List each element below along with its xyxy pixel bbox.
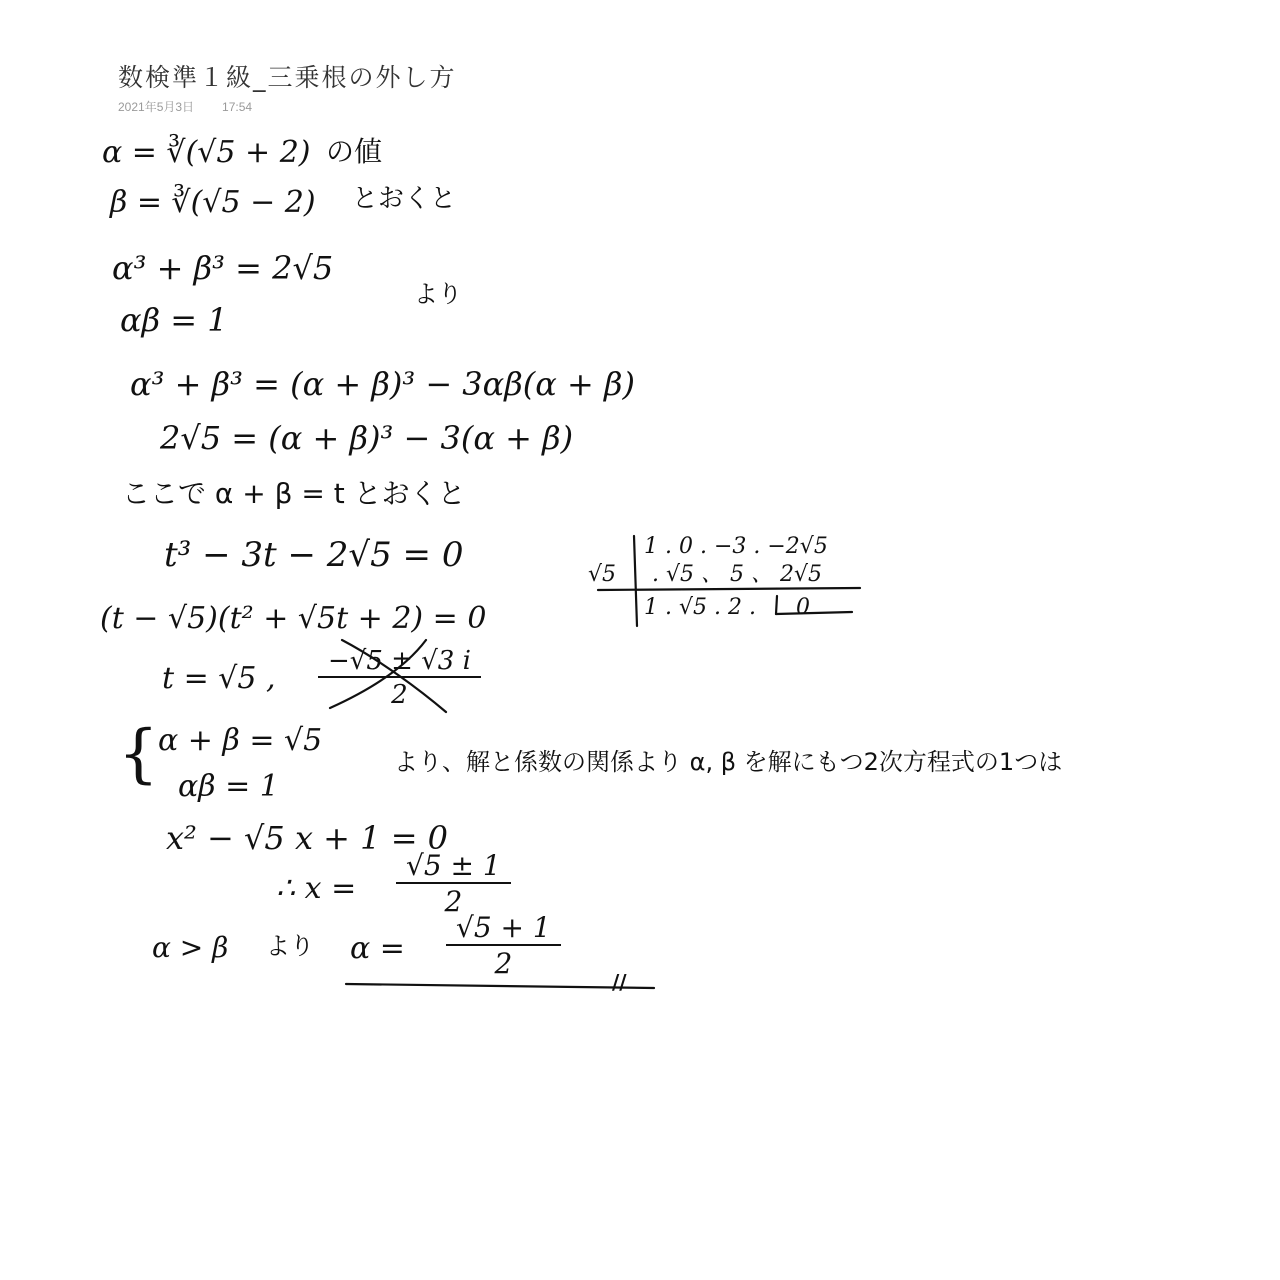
equation-alpha-definition: α = ∛(√5 + 2): [102, 135, 311, 170]
synthetic-division-row-products: . √5 、 5 、 2√5: [652, 562, 822, 587]
note-from-these: より: [414, 280, 462, 308]
complex-solution-numerator: −√5 ± √3 i: [318, 648, 481, 678]
equation-alpha-result-fraction: [446, 911, 561, 980]
equation-beta-definition: β = ∛(√5 − 2): [110, 185, 316, 220]
equation-substituted: 2√5 = (α + β)³ − 3(α + β): [160, 419, 574, 457]
note-title: 数検準１級_三乗根の外し方: [118, 63, 457, 92]
equation-cubic-in-t: t³ − 3t − 2√5 = 0: [164, 535, 464, 575]
note-vieta-relation: より、解と係数の関係より α, β を解にもつ2次方程式の1つは: [394, 748, 1063, 776]
division-horizontal-rule: [598, 588, 860, 590]
note-therefore: より: [266, 932, 314, 960]
synthetic-division-divisor: √5: [588, 562, 617, 587]
alpha-result-numerator: √5 + 1: [446, 914, 561, 946]
system-equation-product: αβ = 1: [178, 769, 279, 804]
synthetic-division-remainder: 0: [796, 595, 810, 620]
note-substitution-t: ここで α + β = t とおくと: [122, 477, 466, 510]
system-equation-sum: α + β = √5: [158, 723, 323, 758]
note-date: 2021年5月3日: [118, 100, 195, 114]
end-mark: //: [612, 970, 627, 994]
note-value-of: の値: [326, 135, 383, 168]
equation-product: αβ = 1: [120, 301, 228, 339]
system-brace: {: [118, 717, 159, 791]
rejected-complex-solution: [318, 648, 481, 708]
remainder-underline: [776, 612, 852, 614]
equation-x-solution-lhs: ∴ x =: [276, 871, 357, 906]
x-solution-numerator: √5 ± 1: [396, 852, 511, 884]
division-vertical-rule: [634, 536, 637, 626]
equation-cube-sum: α³ + β³ = 2√5: [112, 249, 334, 287]
note-timestamp: [118, 98, 252, 115]
equation-alpha-greater-beta: α > β: [152, 931, 229, 964]
synthetic-division-row-coefficients: 1 . 0 . −3 . −2√5: [644, 534, 828, 559]
equation-factored: (t − √5)(t² + √5t + 2) = 0: [100, 601, 487, 636]
equation-t-solutions: t = √5 ,: [162, 661, 276, 696]
x-solution-denominator: 2: [444, 885, 463, 918]
equation-alpha-result-lhs: α =: [350, 931, 405, 966]
synthetic-division-row-result: 1 . √5 . 2 .: [644, 595, 756, 620]
remainder-box-side: [776, 596, 777, 614]
note-then-let: とおくと: [352, 184, 457, 214]
final-underline: [346, 984, 654, 988]
complex-solution-denominator: 2: [391, 680, 408, 710]
note-time: 17:54: [222, 100, 253, 114]
equation-quadratic: x² − √5 x + 1 = 0: [166, 819, 449, 857]
equation-cube-identity: α³ + β³ = (α + β)³ − 3αβ(α + β): [130, 365, 635, 403]
alpha-result-denominator: 2: [494, 947, 513, 980]
equation-x-solution-fraction: [396, 849, 511, 918]
